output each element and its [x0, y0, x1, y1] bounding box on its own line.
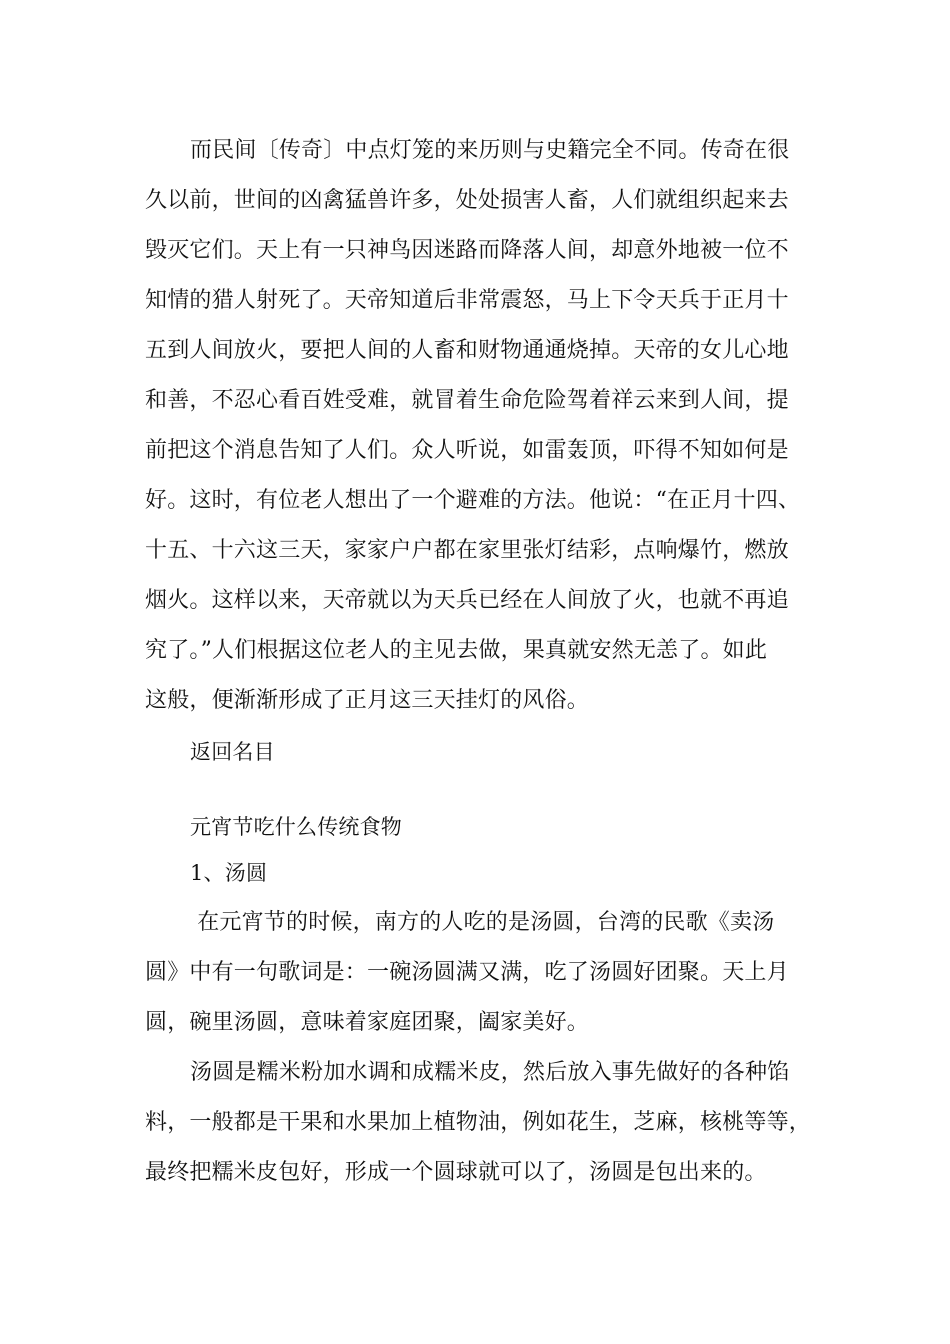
- text-line: 这般，便渐渐形成了正月这三天挂灯的风俗。: [145, 688, 590, 713]
- text-line: 知情的猎人射死了。天帝知道后非常震怒，马上下令天兵于正月十: [145, 288, 789, 313]
- text-line: 汤圆是糯米粉加水调和成糯米皮，然后放入事先做好的各种馅: [190, 1060, 790, 1085]
- text-line: 久以前，世间的凶禽猛兽许多，处处损害人畜，人们就组织起来去: [145, 188, 789, 213]
- section-title: 元宵节吃什么传统食物: [190, 815, 402, 839]
- item-title: 1、汤圆: [190, 861, 268, 885]
- text-line: 和善，不忍心看百姓受难，就冒着生命危险驾着祥云来到人间，提: [145, 388, 789, 413]
- text-line: 圆》中有一句歌词是：一碗汤圆满又满，吃了汤圆好团聚。天上月: [145, 960, 789, 985]
- text-line: 毁灭它们。天上有一只神鸟因迷路而降落人间，却意外地被一位不: [145, 238, 789, 263]
- text-line: 五到人间放火，要把人间的人畜和财物通通烧掉。天帝的女儿心地: [145, 338, 789, 363]
- text-line: 料，一般都是干果和水果加上植物油，例如花生，芝麻，核桃等等，: [145, 1110, 812, 1135]
- text-line: 十五、十六这三天，家家户户都在家里张灯结彩，点响爆竹，燃放: [145, 538, 789, 563]
- text-line: 好。这时，有位老人想出了一个避难的方法。他说：“在正月十四、: [145, 488, 801, 513]
- text-line: 究了。”人们根据这位老人的主见去做，果真就安然无恙了。如此: [145, 638, 768, 663]
- text-line: 在元宵节的时候，南方的人吃的是汤圆，台湾的民歌《卖汤: [190, 910, 775, 935]
- text-line: 前把这个消息告知了人们。众人听说，如雷轰顶，吓得不知如何是: [145, 438, 789, 463]
- back-to-contents-link[interactable]: 返回名目: [190, 740, 275, 764]
- text-line: 圆，碗里汤圆，意味着家庭团聚，阖家美好。: [145, 1010, 590, 1035]
- text-line: 最终把糯米皮包好，形成一个圆球就可以了，汤圆是包出来的。: [145, 1160, 767, 1185]
- text-line: 而民间〔传奇〕中点灯笼的来历则与史籍完全不同。传奇在很: [190, 138, 790, 163]
- text-line: 烟火。这样以来，天帝就以为天兵已经在人间放了火，也就不再追: [145, 588, 789, 613]
